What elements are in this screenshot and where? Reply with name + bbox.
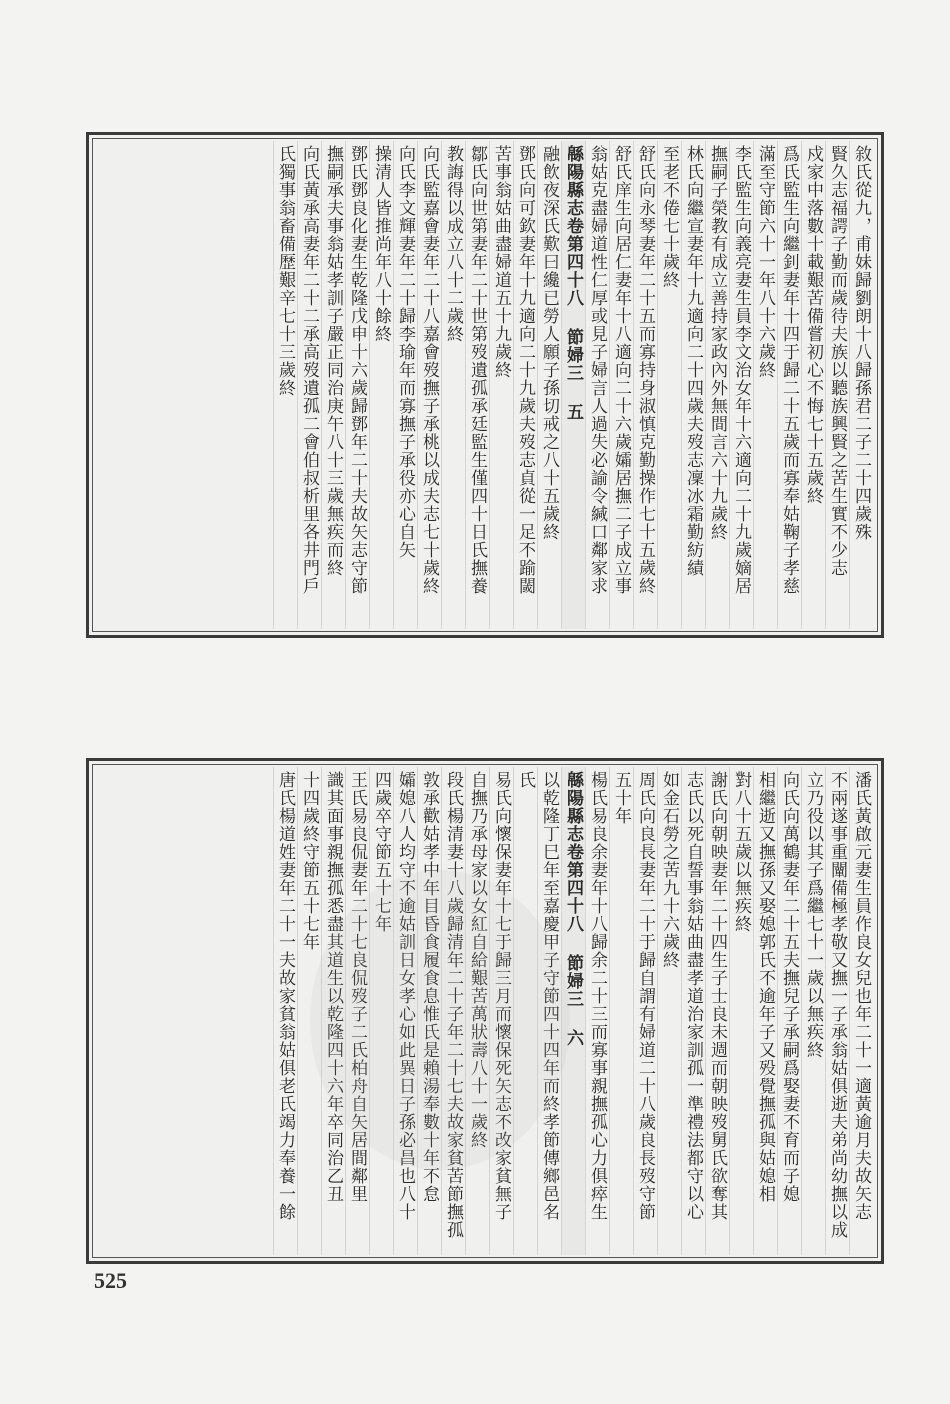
text-column: 苦事翁姑曲盡婦道五十九歲終: [489, 141, 513, 629]
text-column: 李氏監生向義亮妻生員李文治女年十六適向二十九歲嫡居: [729, 141, 753, 629]
text-column: 不兩遂事重闡備極孝敬又撫一子承翁姑俱逝夫弟尚幼撫以成: [825, 767, 849, 1255]
text-column: 志氏以死自誓事翁姑曲盡孝道治家訓孤一準禮法都守以心: [681, 767, 705, 1255]
text-column: 爲氏監生向繼釗妻年十四于歸二十五歲而寡奉姑鞠子孝慈: [777, 141, 801, 629]
text-column: 敘氏從九，甫妹歸劉朗十八歸孫君二子二十四歲殊: [849, 141, 873, 629]
text-column: 氏: [513, 767, 537, 1255]
text-column: 向氏黃承高妻年二十二承高歿遺孤二會伯叔析里各井門戶: [297, 141, 321, 629]
text-column: 向氏向萬鶴妻年二十五夫撫兒子承嗣爲娶妻不育而子媳: [777, 767, 801, 1255]
text-column: 林氏向繼宣妻年十九適向二十四歲夫歿志凜冰霜勤紡績: [681, 141, 705, 629]
text-column: 向氏李文輝妻年二十歸李瑜年而寡撫子承役亦心自矢: [393, 141, 417, 629]
text-column: 撫嗣承夫事翁姑孝訓子嚴正同治庚午八十三歲無疾而終: [321, 141, 345, 629]
text-column: 段氏楊清妻十八歲歸清年二十子年二十七夫故家貧苦節撫孤: [441, 767, 465, 1255]
text-column: 舒氏庠生向居仁妻年十八適向二十六歲孀居撫二子成立事: [609, 141, 633, 629]
text-column: 操清人皆推尚年八十餘終: [369, 141, 393, 629]
text-column: 楊氏易良余妻年十八歸余二十三而寡事親撫孤心力俱瘁生: [585, 767, 609, 1255]
text-column: 五十年: [609, 767, 633, 1255]
text-column: 敦承歡姑孝中年目昏食履食息惟氏是賴湯奉數十年不怠: [417, 767, 441, 1255]
top-page-columns: [97, 141, 873, 629]
text-column: 唐氏楊道姓妻年二十一夫故家貧翁姑俱老氏竭力奉養一餘: [273, 767, 297, 1255]
text-column: 十四歲終守節五十七年: [297, 767, 321, 1255]
text-column: 鄒氏向世第妻年二十世第歿遺孤承廷監生僅四十日氏撫養: [465, 141, 489, 629]
text-column: 以乾隆丁巳年至嘉慶甲子守節四十四年而終孝節傳鄉邑名: [537, 767, 561, 1255]
text-column: 潘氏黃啟元妻生員作良女兒也年二十一適黃逾月夫故矢志: [849, 767, 873, 1255]
text-column: 周氏向良長妻年二十于歸自謂有婦道二十八歲良長歿守節: [633, 767, 657, 1255]
text-column: 戍家中落數十載艱苦備嘗初心不悔七十五歲終: [801, 141, 825, 629]
text-column: 相繼逝又撫孫又娶媳郭氏不逾年子又殁覺撫孤與姑媳相: [753, 767, 777, 1255]
text-column: 氏獨事翁畜備歷艱辛七十三歲終: [273, 141, 297, 629]
text-column: 鄧氏鄧良化妻生乾隆戊申十六歲歸鄧年二十夫故矢志守節: [345, 141, 369, 629]
text-column: 識其面事親撫孤悉盡其道生以乾隆四十六年卒同治乙丑: [321, 767, 345, 1255]
text-column: 王氏易良侃妻年二十七良侃歿子二氏柏舟自矢居間鄰里: [345, 767, 369, 1255]
text-column: 如金石勞之苦九十六歲終: [657, 767, 681, 1255]
watermark-seal: [310, 870, 570, 1170]
text-column: 謝氏向朝映妻年二十四生子士良未週而朝映歿舅氏欲奪其: [705, 767, 729, 1255]
page-header-column: 緜陽縣志卷第四十八 節婦三 五: [561, 141, 585, 629]
text-column: 舒氏向永琴妻年二十五而寡持身淑慎克勤操作七十五歲終: [633, 141, 657, 629]
text-column: 立乃役以其子爲繼七十一歲以無疾終: [801, 767, 825, 1255]
page-number: 525: [94, 1268, 127, 1293]
text-column: 翁姑克盡婦道性仁厚或見子婦言人過失必諭令緘口鄰家求: [585, 141, 609, 629]
text-column: 易氏向懷保妻年十七于歸三月而懷保死矢志不改家貧無子: [489, 767, 513, 1255]
text-column: 教誨得以成立八十二歲終: [441, 141, 465, 629]
text-column: 鄧氏向可欽妻年十九適向二十九歲夫歿志貞從一足不踰閾: [513, 141, 537, 629]
page-header-column: 緜陽縣志卷第四十八 節婦三 六: [561, 767, 585, 1255]
text-column: 撫嗣子榮教有成立善持家政內外無間言六十九歲終: [705, 141, 729, 629]
text-column: 向氏監嘉會妻年二十八嘉會歿撫子承桃以成夫志七十歲終: [417, 141, 441, 629]
text-column: 孀媳八人均守不逾姑訓日女孝心如此異日子孫必昌也八十: [393, 767, 417, 1255]
text-column: 自撫乃承母家以女紅自給艱苦萬狀壽八十一歲終: [465, 767, 489, 1255]
text-column: 四歲卒守節五十七年: [369, 767, 393, 1255]
text-column: 融飲夜深氏歎曰纔已勞人願子孫切戒之八十五歲終: [537, 141, 561, 629]
text-column: 至老不倦七十歲終: [657, 141, 681, 629]
top-page: [86, 132, 884, 638]
text-column: 對八十五歲以無疾終: [729, 767, 753, 1255]
text-column: 賢久志福諤子勤而歲待夫族以聽族興賢之苦生實不少志: [825, 141, 849, 629]
text-column: 滿至守節六十一年八十六歲終: [753, 141, 777, 629]
